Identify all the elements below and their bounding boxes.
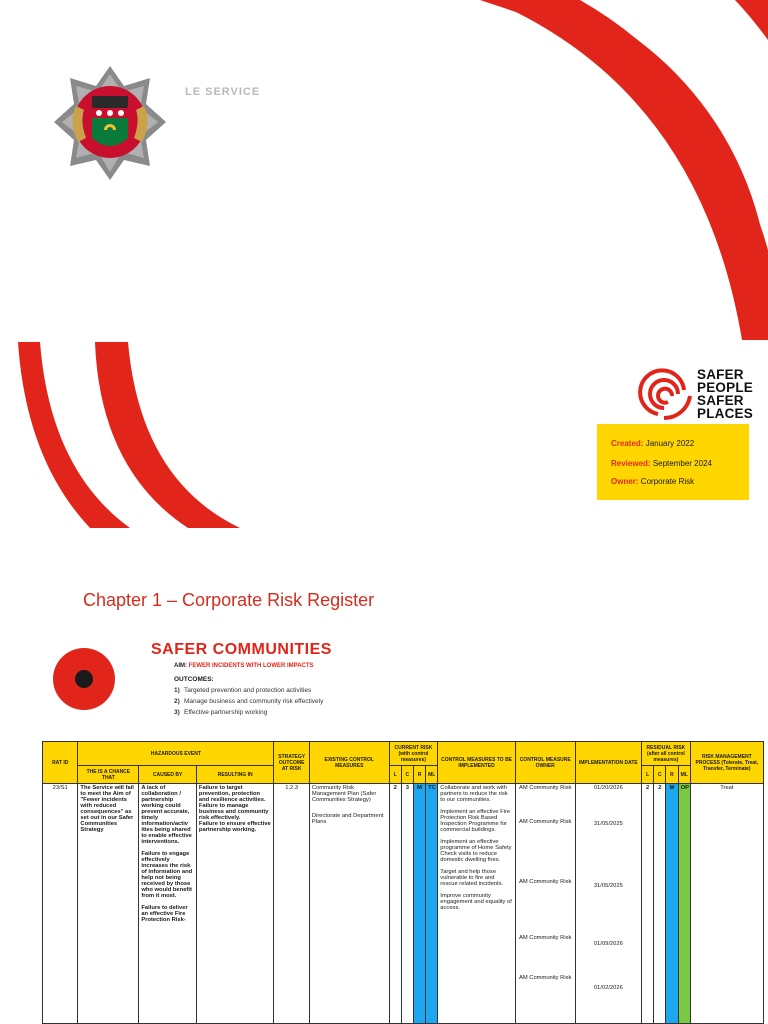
to-implement-item: Implement an effective programme of Home Safety Check visits to reduce domestic dwelling fires.	[440, 839, 512, 863]
outcome-number: 1)	[174, 687, 180, 694]
existing-control-item: Directorate and Department Plans	[311, 813, 384, 825]
header-resulting-in: RESULTING IN	[196, 766, 274, 784]
reviewed-row	[611, 459, 712, 468]
resulting-in-cell	[196, 784, 274, 1024]
header-hazardous-event: HAZARDOUS EVENT	[78, 742, 274, 766]
safer-people-safer-places-logo	[697, 368, 753, 420]
created-value: January 2022	[645, 439, 695, 448]
impl-date-item: 31/05/2025	[593, 883, 623, 889]
document-info-box	[597, 424, 749, 500]
residual-ml-cell: OP	[678, 784, 690, 1024]
to-implement-item: Collaborate and work with partners to reduce the risk to our communities.	[440, 785, 508, 803]
owner-item: AM Community Risk	[518, 879, 572, 885]
owner-cell	[515, 784, 575, 1024]
resulting-in-item: Failure to ensure effective partnership working.	[198, 821, 271, 833]
outcome-item	[174, 709, 267, 716]
caused-by-item: Failure to deliver an effective Fire Protection Risk-	[141, 905, 188, 923]
caused-by-item: Failure to engage effectively increases the risk of information and help not being received by those who would benefit from it most.	[141, 851, 193, 899]
risk-register-table	[42, 741, 764, 1024]
impl-date-item: 01/20/2026	[593, 785, 623, 791]
resulting-in-item: Failure to manage business and community risk effectively.	[198, 803, 269, 821]
aim-label: AIM:	[174, 663, 187, 669]
strategy-cell: 1,2,3	[274, 784, 309, 1024]
owner-value: Corporate Risk	[640, 477, 695, 486]
reviewed-label: Reviewed:	[611, 459, 651, 468]
chapter-title: Chapter 1 – Corporate Risk Register	[83, 590, 375, 610]
impl-date-cell	[575, 784, 641, 1024]
impl-date-item: 01/09/2026	[593, 941, 623, 947]
service-name-text: LE SERVICE	[185, 86, 261, 98]
section-badge-icon	[53, 648, 115, 710]
left-arc-inner	[95, 342, 240, 528]
signal-waves-icon	[638, 368, 692, 420]
impl-date-item: 01/02/2026	[593, 985, 623, 991]
current-r-cell: M	[413, 784, 425, 1024]
logo-line-4: PLACES	[697, 406, 753, 421]
header-current-ml: ML	[426, 766, 438, 784]
header-residual-risk: RESIDUAL RISK (after all control measures)	[642, 742, 691, 766]
table-row	[43, 784, 764, 1024]
header-residual-l: L	[642, 766, 654, 784]
header-residual-r: R	[666, 766, 678, 784]
caused-by-cell	[139, 784, 197, 1024]
owner-item: AM Community Risk	[518, 975, 572, 981]
aim-row	[174, 663, 314, 669]
owner-item: AM Community Risk	[518, 819, 572, 825]
reviewed-value: September 2024	[652, 459, 712, 468]
created-label: Created:	[611, 439, 644, 448]
header-residual-ml: ML	[678, 766, 690, 784]
top-right-arc-body	[490, 0, 768, 340]
outcome-number: 2)	[174, 698, 180, 705]
owner-label: Owner:	[611, 477, 639, 486]
outcomes-label: OUTCOMES:	[174, 676, 214, 683]
to-implement-item: Implement an effective Fire Protection Risk Based Inspection Programme for commercial buildings.	[440, 809, 511, 833]
created-row	[611, 439, 694, 448]
outcome-text: Manage business and community risk effectively	[184, 698, 324, 705]
corner-arc	[735, 0, 768, 40]
outcome-text: Targeted prevention and protection activities	[184, 687, 312, 694]
process-cell: Treat	[690, 784, 763, 1024]
to-implement-cell	[438, 784, 516, 1024]
section-title: SAFER COMMUNITIES	[151, 641, 332, 658]
impl-date-item: 31/05/2025	[593, 821, 623, 827]
existing-controls-cell	[309, 784, 389, 1024]
rat-id-cell: 23/S1	[43, 784, 78, 1024]
header-current-c: C	[401, 766, 413, 784]
header-strategy-outcome: STRATEGY OUTCOME AT RISK	[274, 742, 309, 784]
outcome-number: 3)	[174, 709, 180, 716]
caused-by-item: A lack of collaboration / partnership working could prevent accurate, timely information/activ ities being shared to enable effective interventions.	[141, 785, 192, 845]
header-caused-by: CAUSED BY	[139, 766, 197, 784]
current-c-cell: 3	[401, 784, 413, 1024]
header-current-risk: CURRENT RISK (with control measures)	[389, 742, 438, 766]
header-existing-controls: EXISTING CONTROL MEASURES	[309, 742, 389, 784]
logo-line-2: PEOPLE	[697, 380, 753, 395]
header-owner: CONTROL MEASURE OWNER	[515, 742, 575, 784]
header-current-l: L	[389, 766, 401, 784]
aim-text: FEWER INCIDENTS WITH LOWER IMPACTS	[188, 663, 314, 669]
resulting-in-item: Failure to target prevention, protection and resilience activities.	[198, 785, 266, 803]
header-residual-c: C	[654, 766, 666, 784]
logo-line-3: SAFER	[697, 393, 744, 408]
to-implement-item: Improve community engagement and equality of access.	[440, 893, 512, 911]
residual-c-cell: 2	[654, 784, 666, 1024]
current-ml-cell: TC	[426, 784, 438, 1024]
header-rat-id: RAT ID	[43, 742, 78, 784]
outcome-item	[174, 698, 323, 705]
owner-row	[611, 477, 694, 486]
header-impl-date: IMPLEMENTATION DATE	[575, 742, 641, 784]
header-chance: THE IS A CHANCE THAT	[78, 766, 139, 784]
owner-item: AM Community Risk	[518, 785, 572, 791]
residual-l-cell: 2	[642, 784, 654, 1024]
owner-item: AM Community Risk	[518, 935, 572, 941]
fire-rescue-crest-icon	[52, 64, 168, 182]
chance-cell: The Service will fail to meet the Aim of "Fewer incidents with reduced consequences" as set out in our Safer Communities Strategy	[78, 784, 139, 1024]
header-current-r: R	[413, 766, 425, 784]
current-l-cell: 2	[389, 784, 401, 1024]
to-implement-item: Target and help those vulnerable to fire and rescue related incidents.	[440, 869, 504, 887]
header-process: RISK MANAGEMENT PROCESS (Tolerate, Treat, Transfer, Terminate)	[690, 742, 763, 784]
outcome-text: Effective partnership working	[184, 709, 268, 716]
residual-r-cell: M	[666, 784, 678, 1024]
existing-control-item: Community Risk Management Plan (Safer Communities Strategy)	[311, 785, 377, 803]
logo-line-1: SAFER	[697, 367, 744, 382]
outcome-item	[174, 687, 311, 694]
header-to-implement: CONTROL MEASURES TO BE IMPLEMENTED	[438, 742, 516, 784]
